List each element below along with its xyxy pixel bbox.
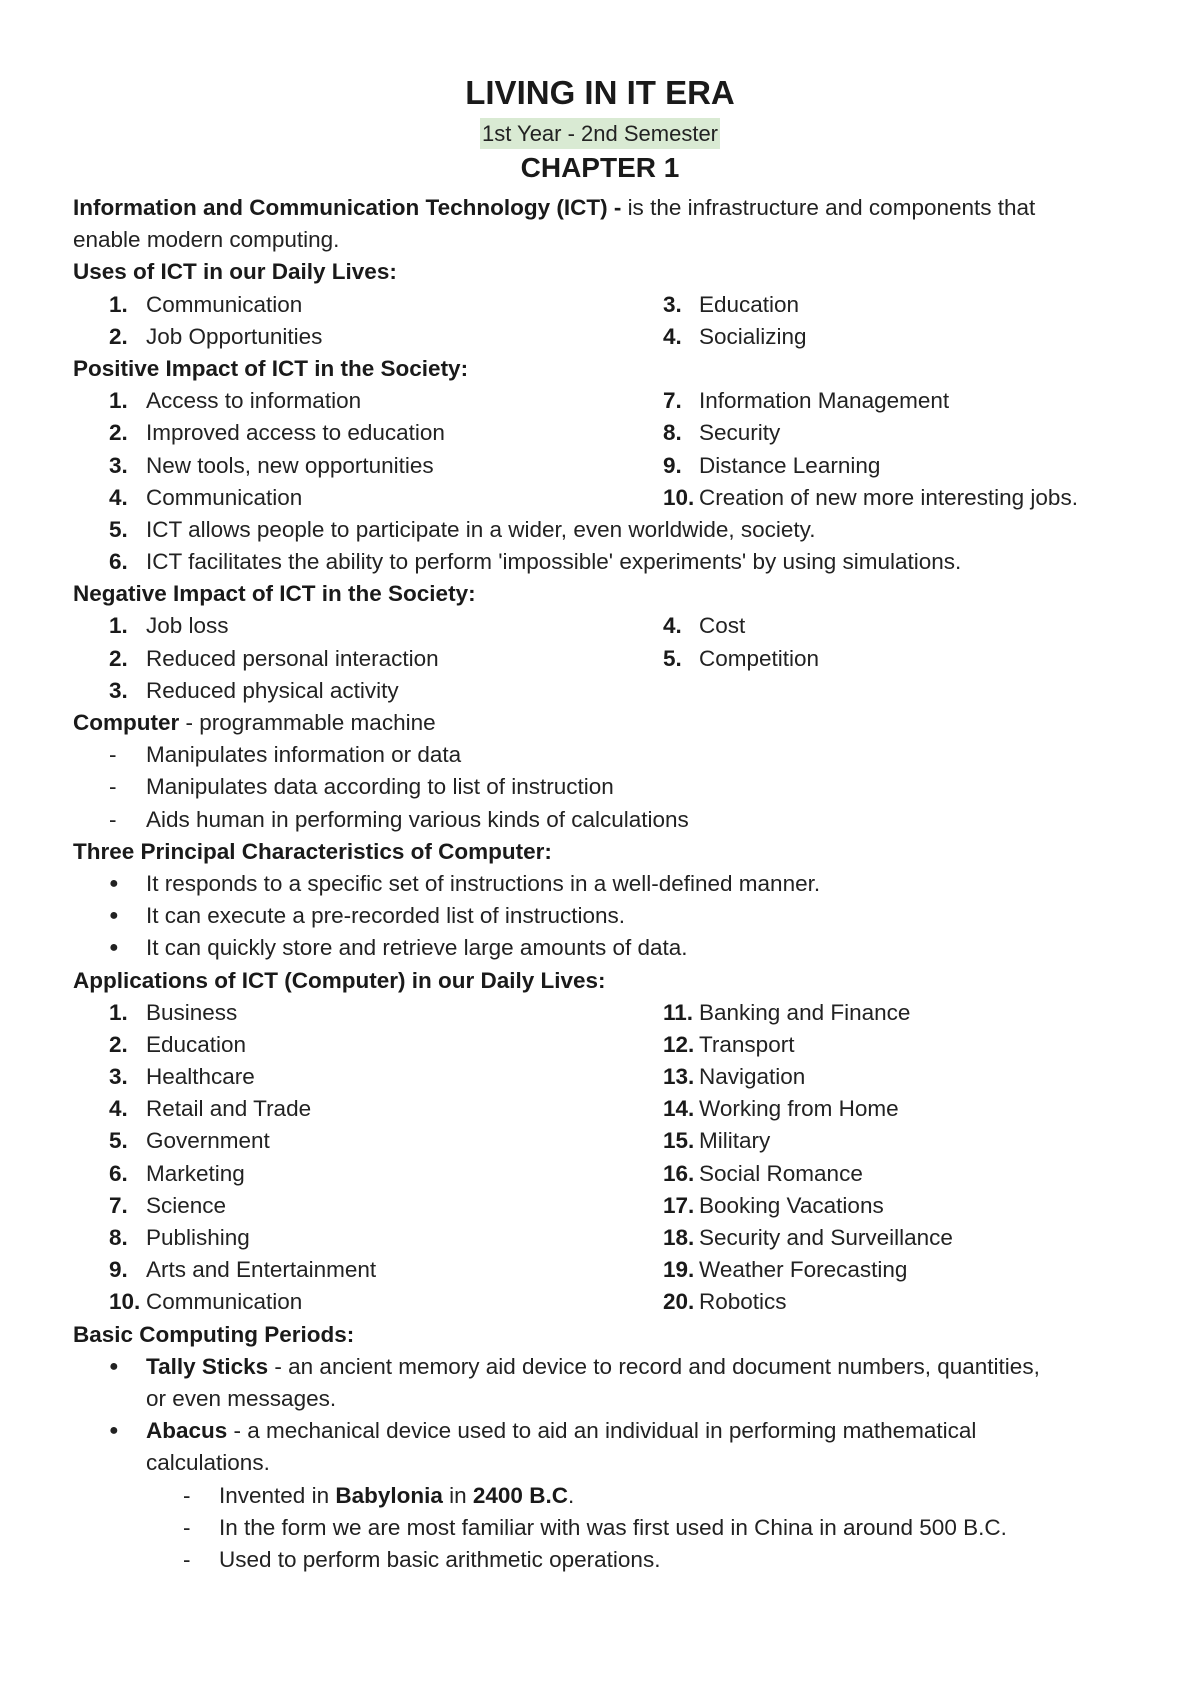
item-number: 11. — [663, 999, 694, 1025]
list-item — [73, 739, 1133, 771]
applications-heading — [73, 965, 1133, 997]
item-number: 2. — [109, 1031, 128, 1057]
subtitle-wrap — [0, 118, 1200, 149]
list-item — [73, 771, 1133, 803]
characteristics-heading — [73, 836, 1133, 868]
list-item — [73, 868, 1133, 900]
sub-list-item — [73, 1512, 1133, 1544]
uses-heading-text: Uses of ICT in our Daily Lives: — [73, 259, 397, 285]
item-text: Improved access to education — [146, 420, 445, 446]
ict-definition-text-cont: enable modern computing. — [73, 227, 340, 253]
item-text: ICT facilitates the ability to perform 'impossible' experiments' by using simulations. — [146, 549, 962, 575]
bullet-icon: ● — [109, 907, 119, 925]
item-text: Information Management — [699, 388, 950, 414]
item-number: 10. — [109, 1289, 141, 1315]
item-text: Publishing — [146, 1225, 250, 1250]
item-number: 7. — [663, 388, 682, 414]
item-number: 8. — [109, 1225, 128, 1250]
item-text: Military — [699, 1128, 771, 1154]
sub-list-item — [73, 1480, 1133, 1512]
item-number: 14. — [663, 1096, 695, 1122]
list-item — [73, 1222, 1133, 1254]
list-item — [73, 321, 1133, 353]
tally-def: - an ancient memory aid device to record and document numbers, quantities, — [268, 1353, 1040, 1379]
item-text: ICT allows people to participate in a wider, even worldwide, society. — [146, 516, 816, 542]
list-item-cont — [73, 1447, 1133, 1479]
characteristics-heading-text: Three Principal Characteristics of Computer: — [73, 838, 552, 864]
computer-def-text: - programmable machine — [179, 710, 436, 735]
item-text: Creation of new more interesting jobs. — [699, 484, 1078, 510]
item-text: Education — [699, 291, 800, 317]
ict-definition-line-1 — [73, 192, 1133, 224]
babylonia: Babylonia — [335, 1482, 443, 1508]
list-item-cont — [73, 1383, 1133, 1415]
abacus-sub-2: In the form we are most familiar with was first used in China in around 500 B.C. — [219, 1514, 1007, 1540]
list-item — [73, 482, 1133, 514]
item-text: Reduced personal interaction — [146, 645, 439, 671]
dash-marker: - — [109, 806, 117, 832]
list-item — [73, 450, 1133, 482]
abacus-term: Abacus — [146, 1418, 228, 1444]
list-item — [73, 1029, 1133, 1061]
list-item — [73, 289, 1133, 321]
item-number: 6. — [109, 549, 128, 575]
abacus-def-cont: calculations. — [146, 1450, 270, 1476]
item-number: 6. — [109, 1160, 128, 1186]
item-text: Communication — [146, 1289, 303, 1315]
positive-heading-text: Positive Impact of ICT in the Society: — [73, 355, 469, 381]
item-text: Social Romance — [699, 1160, 863, 1186]
tally-line-1 — [146, 1351, 1040, 1383]
tally-term: Tally Sticks — [146, 1353, 269, 1379]
item-number: 4. — [663, 613, 682, 639]
list-item — [73, 1190, 1133, 1222]
bullet-icon: ● — [109, 939, 119, 957]
item-text: Job Opportunities — [146, 323, 323, 349]
year-2400bc: 2400 B.C — [472, 1482, 568, 1508]
item-text: Arts and Entertainment — [146, 1257, 377, 1283]
ict-term: Information and Communication Technology (ICT) — [73, 195, 608, 220]
item-text: Communication — [146, 291, 303, 317]
document-subtitle: 1st Year - 2nd Semester — [480, 118, 720, 149]
item-text: Competition — [699, 645, 820, 671]
item-number: 5. — [109, 1128, 128, 1154]
dash-marker: - — [109, 742, 117, 768]
computer-definition — [73, 707, 1133, 739]
dash-marker: - — [183, 1514, 191, 1540]
list-item — [73, 1286, 1133, 1318]
list-item — [73, 1415, 1133, 1447]
applications-heading-text: Applications of ICT (Computer) in our Daily Lives: — [73, 967, 606, 993]
list-item — [73, 932, 1133, 964]
list-item — [73, 900, 1133, 932]
item-text: Working from Home — [699, 1096, 899, 1122]
item-number: 3. — [663, 291, 682, 317]
item-number: 5. — [109, 516, 128, 542]
abacus-sub-1 — [219, 1480, 574, 1512]
item-text: Job loss — [146, 613, 229, 639]
item-number: 4. — [109, 1096, 128, 1122]
item-number: 3. — [109, 1064, 128, 1090]
item-text: Transport — [699, 1031, 795, 1057]
item-text: Manipulates data according to list of instruction — [146, 774, 614, 800]
item-text: Navigation — [699, 1064, 806, 1090]
list-item — [73, 1158, 1133, 1190]
item-text: Reduced physical activity — [146, 677, 399, 703]
list-item — [73, 997, 1133, 1029]
ict-definition-text: is the infrastructure and components that — [627, 195, 1036, 220]
item-text: Security and Surveillance — [699, 1225, 953, 1250]
item-number: 9. — [663, 452, 682, 478]
item-number: 1. — [109, 999, 128, 1025]
uses-heading — [73, 256, 1133, 288]
item-number: 2. — [109, 645, 128, 671]
periods-heading-text: Basic Computing Periods: — [73, 1321, 355, 1347]
list-item — [73, 675, 1133, 707]
item-text: Socializing — [699, 323, 807, 349]
item-number: 2. — [109, 420, 128, 446]
item-text: Distance Learning — [699, 452, 881, 478]
positive-heading — [73, 353, 1133, 385]
item-number: 17. — [663, 1192, 695, 1218]
item-text: Marketing — [146, 1160, 245, 1186]
item-text: It responds to a specific set of instructions in a well-defined manner. — [146, 870, 821, 896]
item-text: It can quickly store and retrieve large amounts of data. — [146, 935, 688, 961]
abacus-line-1 — [146, 1415, 976, 1447]
item-text: Government — [146, 1128, 270, 1154]
item-text: Communication — [146, 484, 303, 510]
list-item — [73, 514, 1133, 546]
list-item — [73, 1093, 1133, 1125]
item-text: Retail and Trade — [146, 1096, 312, 1122]
item-text: Healthcare — [146, 1064, 255, 1090]
item-number: 19. — [663, 1257, 695, 1283]
list-item — [73, 385, 1133, 417]
item-number: 7. — [109, 1192, 128, 1218]
list-item — [73, 1351, 1133, 1383]
item-text: Security — [699, 420, 781, 446]
item-text: Education — [146, 1031, 247, 1057]
item-number: 20. — [663, 1289, 695, 1315]
sub-text: . — [567, 1482, 575, 1508]
item-text: Aids human in performing various kinds of calculations — [146, 806, 689, 832]
ict-separator: - — [607, 195, 628, 220]
item-text: New tools, new opportunities — [146, 452, 434, 478]
chapter-heading: CHAPTER 1 — [520, 152, 680, 183]
item-text: It can execute a pre-recorded list of instructions. — [146, 903, 625, 929]
item-text: Booking Vacations — [699, 1192, 884, 1218]
item-text: Robotics — [699, 1289, 787, 1315]
item-text: Access to information — [146, 388, 362, 414]
list-item — [73, 1061, 1133, 1093]
list-item — [73, 546, 1133, 578]
item-number: 4. — [663, 323, 682, 349]
item-number: 1. — [109, 613, 128, 639]
abacus-def: - a mechanical device used to aid an individual in performing mathematical — [227, 1418, 977, 1444]
negative-heading-text: Negative Impact of ICT in the Society: — [73, 581, 476, 607]
sub-list-item — [73, 1544, 1133, 1576]
item-number: 1. — [109, 291, 128, 317]
sub-text: Invented in — [219, 1482, 336, 1508]
item-text: Banking and Finance — [699, 999, 911, 1025]
document-title: LIVING IN IT ERA — [465, 74, 735, 111]
item-number: 13. — [663, 1064, 695, 1090]
item-text: Weather Forecasting — [699, 1257, 908, 1283]
document-body — [73, 192, 1133, 1576]
dash-marker: - — [183, 1546, 191, 1572]
list-item — [73, 1125, 1133, 1157]
list-item — [73, 643, 1133, 675]
item-number: 5. — [663, 645, 682, 671]
ict-definition-line-2 — [73, 224, 1133, 256]
item-number: 3. — [109, 677, 128, 703]
bullet-icon: ● — [109, 1357, 119, 1375]
item-number: 3. — [109, 452, 128, 478]
item-number: 1. — [109, 388, 128, 414]
item-text: Cost — [699, 613, 746, 639]
item-number: 8. — [663, 420, 682, 446]
list-item — [73, 610, 1133, 642]
periods-heading — [73, 1319, 1133, 1351]
bullet-icon: ● — [109, 874, 119, 892]
item-text: Manipulates information or data — [146, 742, 462, 768]
tally-def-cont: or even messages. — [146, 1385, 337, 1411]
dash-marker: - — [183, 1482, 191, 1508]
list-item — [73, 417, 1133, 449]
item-number: 18. — [663, 1225, 695, 1250]
bullet-icon: ● — [109, 1422, 119, 1440]
item-number: 10. — [663, 484, 695, 510]
negative-heading — [73, 578, 1133, 610]
item-number: 9. — [109, 1257, 128, 1283]
dash-marker: - — [109, 774, 117, 800]
item-number: 2. — [109, 323, 128, 349]
abacus-sub-3: Used to perform basic arithmetic operations. — [219, 1546, 661, 1572]
list-item — [73, 804, 1133, 836]
item-number: 16. — [663, 1160, 695, 1186]
list-item — [73, 1254, 1133, 1286]
computer-term: Computer — [73, 710, 180, 735]
item-number: 12. — [663, 1031, 695, 1057]
item-number: 15. — [663, 1128, 695, 1154]
sub-text: in — [442, 1482, 473, 1508]
item-text: Business — [146, 999, 238, 1025]
item-text: Science — [146, 1192, 227, 1218]
item-number: 4. — [109, 484, 128, 510]
